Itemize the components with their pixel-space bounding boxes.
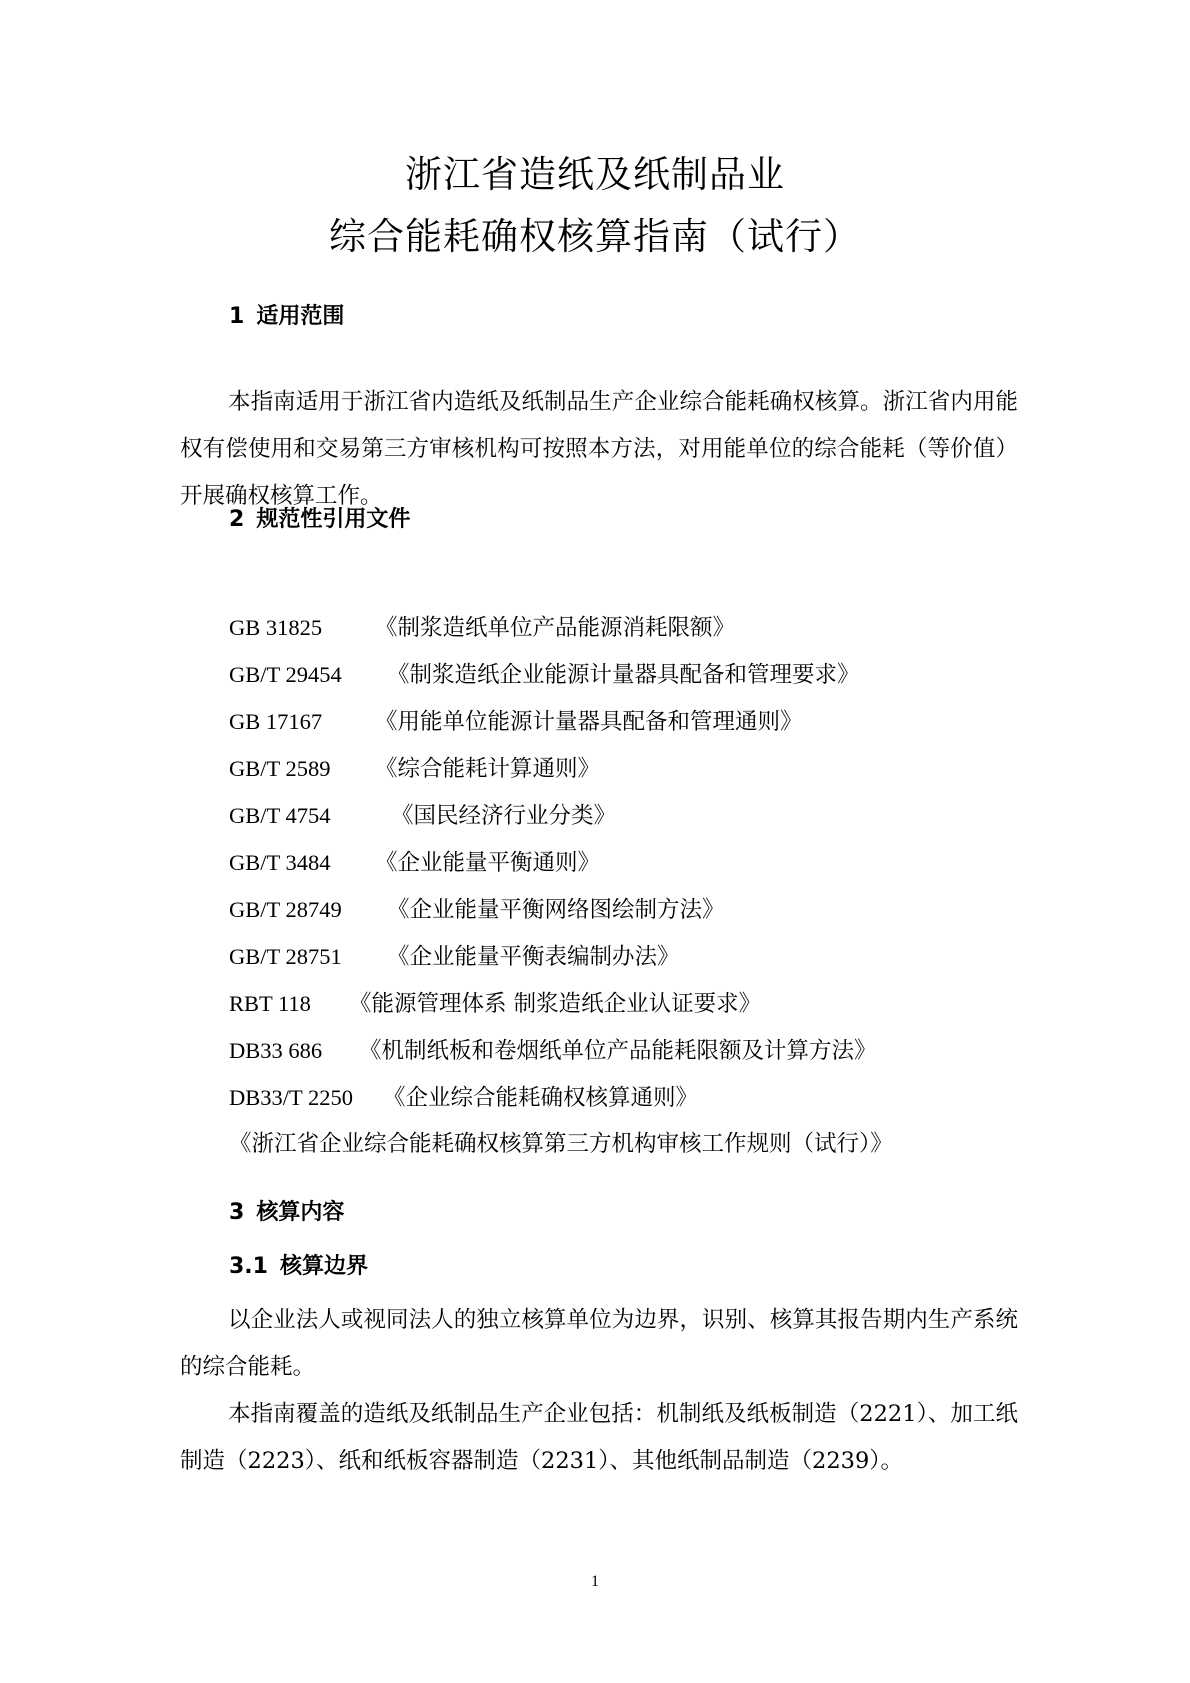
reference-code: DB33/T 2250 bbox=[229, 1085, 353, 1110]
reference-item bbox=[229, 745, 893, 792]
reference-item bbox=[229, 698, 893, 745]
reference-title: 《国民经济行业分类》 bbox=[391, 803, 617, 829]
reference-code: GB 31825 bbox=[229, 615, 323, 640]
reference-title: 《制浆造纸单位产品能源消耗限额》 bbox=[375, 615, 736, 641]
section-1-number: 1 bbox=[229, 304, 245, 329]
reference-item bbox=[229, 839, 893, 886]
reference-item bbox=[229, 980, 893, 1027]
reference-code: GB/T 3484 bbox=[229, 850, 331, 875]
reference-title: 《能源管理体系 制浆造纸企业认证要求》 bbox=[349, 991, 762, 1017]
reference-item bbox=[229, 651, 893, 698]
reference-item bbox=[229, 1121, 893, 1168]
reference-title: 《企业能量平衡通则》 bbox=[375, 850, 601, 876]
reference-code: GB/T 28751 bbox=[229, 944, 342, 969]
reference-title: 《制浆造纸企业能源计量器具配备和管理要求》 bbox=[387, 662, 860, 688]
document-title-line1: 浙江省造纸及纸制品业 bbox=[405, 153, 785, 196]
reference-title: 《机制纸板和卷烟纸单位产品能耗限额及计算方法》 bbox=[359, 1038, 877, 1064]
reference-code: GB 17167 bbox=[229, 709, 323, 734]
reference-code: GB/T 29454 bbox=[229, 662, 342, 687]
reference-item bbox=[229, 792, 893, 839]
reference-title: 《企业能量平衡表编制办法》 bbox=[387, 944, 680, 970]
reference-code: DB33 686 bbox=[229, 1038, 323, 1063]
section-2-title: 规范性引用文件 bbox=[256, 507, 411, 532]
section-3-number: 3 bbox=[229, 1200, 245, 1225]
reference-title: 《浙江省企业综合能耗确权核算第三方机构审核工作规则（试行）》 bbox=[229, 1131, 893, 1157]
reference-code: GB/T 2589 bbox=[229, 756, 331, 781]
reference-code: GB/T 28749 bbox=[229, 897, 342, 922]
reference-item bbox=[229, 1027, 893, 1074]
section-2-heading bbox=[229, 506, 410, 534]
section-3-1-heading bbox=[229, 1253, 368, 1281]
section-1-heading bbox=[229, 303, 344, 331]
reference-list bbox=[229, 604, 893, 1168]
section-3-1-title: 核算边界 bbox=[279, 1254, 368, 1279]
reference-title: 《企业综合能耗确权核算通则》 bbox=[383, 1085, 699, 1111]
reference-code: RBT 118 bbox=[229, 991, 311, 1016]
reference-title: 《综合能耗计算通则》 bbox=[375, 756, 601, 782]
section-3-1-paragraph-2: 本指南覆盖的造纸及纸制品生产企业包括：机制纸及纸板制造（2221）、加工纸制造（2223）、纸和纸板容器制造（2231）、其他纸制品制造（2239）。 bbox=[180, 1401, 1018, 1474]
section-2-number: 2 bbox=[229, 507, 245, 532]
reference-code: GB/T 4754 bbox=[229, 803, 331, 828]
section-3-heading bbox=[229, 1199, 344, 1227]
reference-item bbox=[229, 1074, 893, 1121]
document-title-line2: 综合能耗确权核算指南（试行） bbox=[329, 215, 861, 258]
reference-item bbox=[229, 933, 893, 980]
reference-title: 《企业能量平衡网络图绘制方法》 bbox=[387, 897, 725, 923]
reference-item bbox=[229, 886, 893, 933]
section-3-title: 核算内容 bbox=[256, 1200, 345, 1225]
section-1-paragraph: 本指南适用于浙江省内造纸及纸制品生产企业综合能耗确权核算。浙江省内用能权有偿使用和交易第三方审核机构可按照本方法，对用能单位的综合能耗（等价值）开展确权核算工作。 bbox=[180, 389, 1018, 509]
section-1-title: 适用范围 bbox=[256, 304, 345, 329]
reference-title: 《用能单位能源计量器具配备和管理通则》 bbox=[375, 709, 803, 735]
section-3-1-paragraph-1: 以企业法人或视同法人的独立核算单位为边界，识别、核算其报告期内生产系统的综合能耗。 bbox=[180, 1307, 1018, 1380]
reference-item bbox=[229, 604, 893, 651]
page-number: 1 bbox=[591, 1573, 599, 1590]
section-3-1-number: 3.1 bbox=[229, 1254, 268, 1279]
